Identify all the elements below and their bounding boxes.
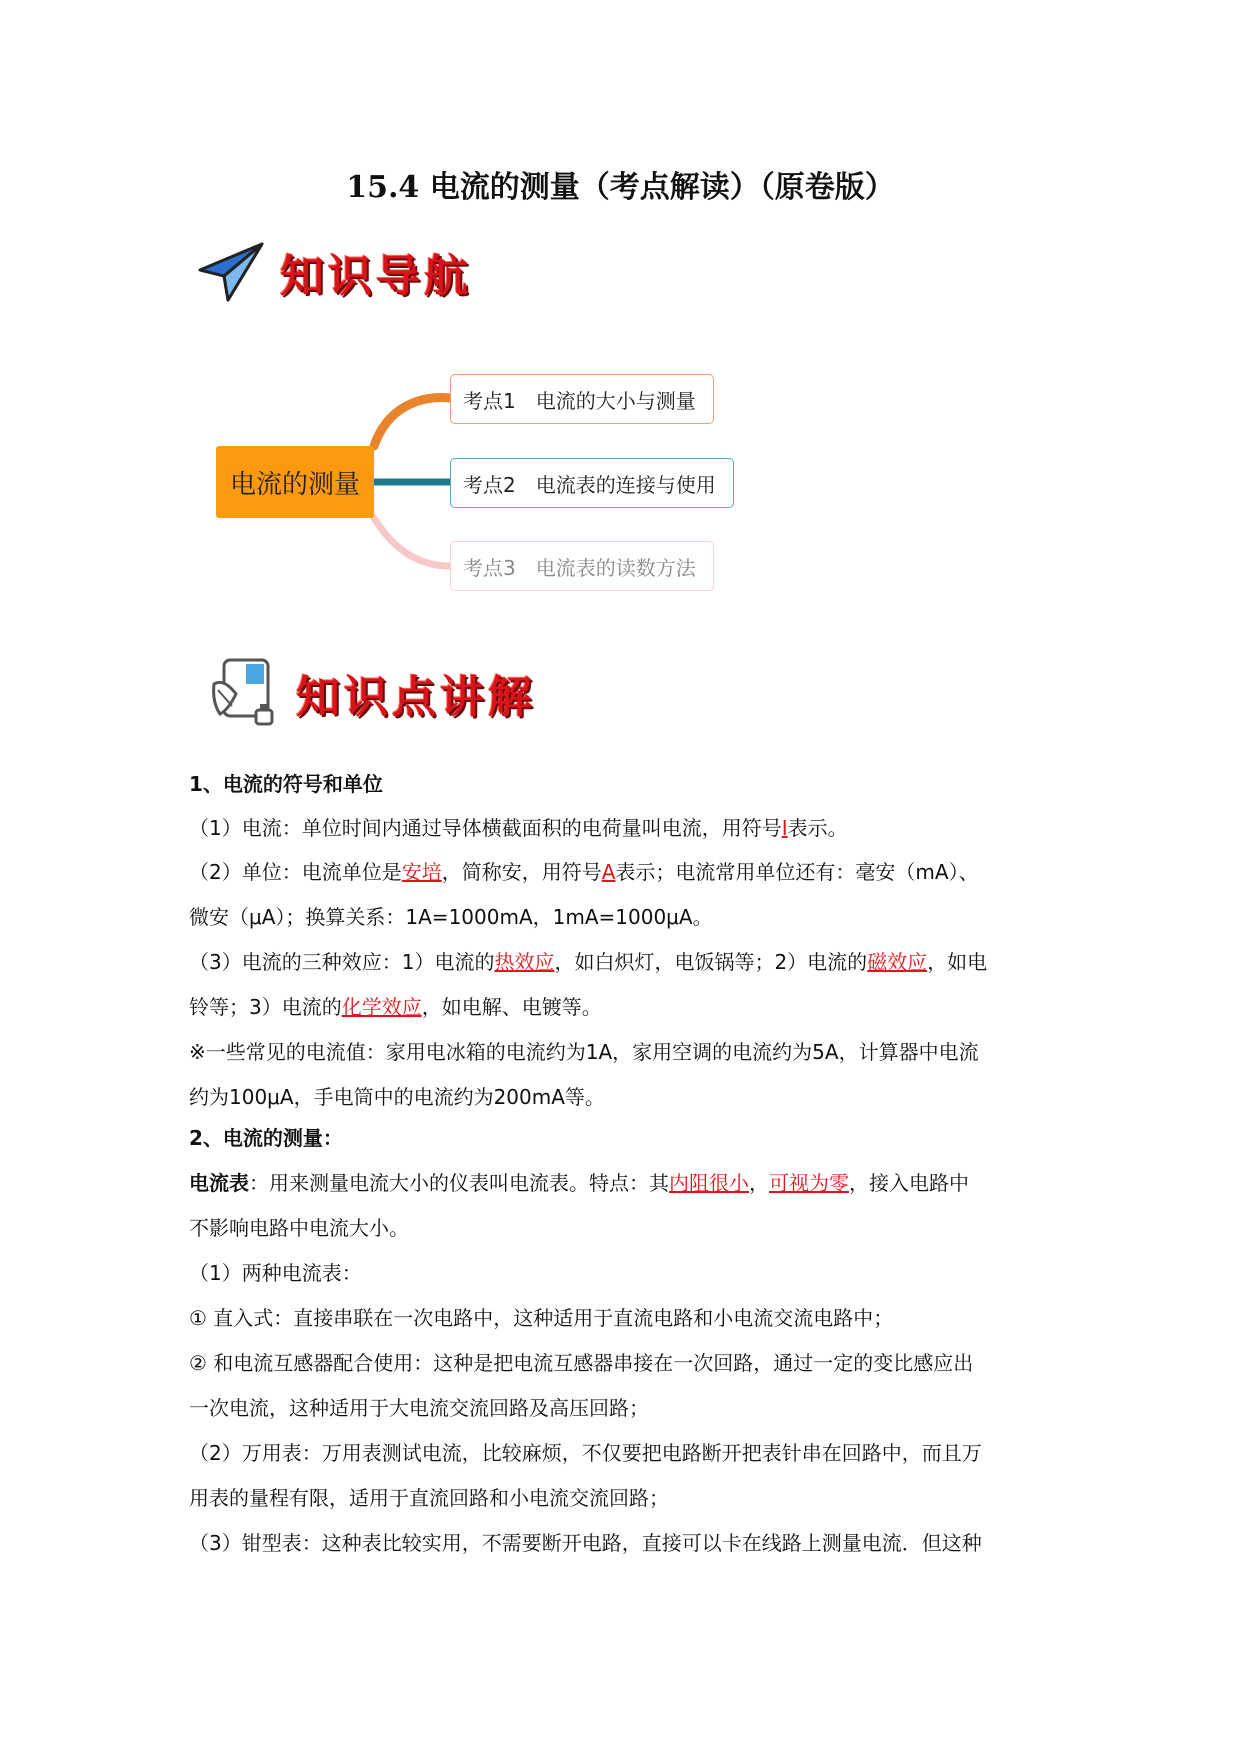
nav-banner-title: 知识导航 <box>280 251 472 302</box>
text: ， <box>749 1171 769 1195</box>
lecture-banner-title: 知识点讲解 <box>296 672 536 723</box>
text: ：用来测量电流大小的仪表叫电流表。特点：其 <box>249 1171 669 1195</box>
highlight: 可视为零 <box>769 1171 849 1195</box>
highlight: 化学效应 <box>341 995 422 1019</box>
paragraph: （2）万用表：万用表测试电流，比较麻烦，不仅要把电路断开把表针串在回路中，而且万 <box>189 1441 982 1465</box>
text: （2）单位：电流单位是 <box>189 860 402 884</box>
text: ，接入电路中 <box>849 1171 969 1195</box>
paragraph: 不影响电路中电流大小。 <box>189 1216 409 1240</box>
paragraph: 一次电流，这种适用于大电流交流回路及高压回路； <box>189 1396 649 1420</box>
text: ，如电 <box>927 950 988 974</box>
paragraph: （3）钳型表：这种表比较实用，不需要断开电路，直接可以卡在线路上测量电流．但这种 <box>189 1531 982 1555</box>
highlight: 内阻很小 <box>669 1171 749 1195</box>
paragraph: ① 直入式：直接串联在一次电路中，这种适用于直流电路和小电流交流电路中； <box>189 1306 894 1330</box>
mindmap-branch-3 <box>450 541 714 591</box>
text: ，如电解、电镀等。 <box>421 995 602 1019</box>
paragraph <box>189 816 848 840</box>
text: 表示。 <box>787 816 848 840</box>
paper-plane-icon <box>198 240 266 304</box>
paragraph: ② 和电流互感器配合使用：这种是把电流互感器串接在一次回路，通过一定的变比感应出 <box>189 1351 974 1375</box>
paragraph <box>189 995 602 1019</box>
text: 铃等；3）电流的 <box>189 995 342 1019</box>
section-1-heading: 1、电流的符号和单位 <box>189 772 383 796</box>
text: ，简称安，用符号 <box>441 860 602 884</box>
highlight: I <box>781 816 788 840</box>
highlight: 安培 <box>401 860 442 884</box>
text: （3）电流的三种效应：1）电流的 <box>189 950 495 974</box>
branch-key: 考点3 <box>463 555 516 580</box>
highlight: 磁效应 <box>867 950 928 974</box>
branch-key: 考点2 <box>463 472 516 497</box>
page-title: 15.4 电流的测量（考点解读）（原卷版） <box>346 170 895 205</box>
mindmap-branch-2 <box>450 458 734 508</box>
section-2-heading: 2、电流的测量： <box>189 1126 343 1150</box>
highlight: 热效应 <box>494 950 555 974</box>
paragraph: （1）两种电流表： <box>189 1261 362 1285</box>
mindmap-branch-1 <box>450 374 714 424</box>
paragraph <box>189 860 979 884</box>
scroll-quill-icon <box>206 654 284 732</box>
paragraph: 微安（μA）；换算关系：1A=1000mA，1mA=1000μA。 <box>189 905 713 929</box>
note: 约为100μA，手电筒中的电流约为200mA等。 <box>189 1085 605 1109</box>
branch-label: 电流表的读数方法 <box>535 555 696 580</box>
paragraph: 用表的量程有限，适用于直流回路和小电流交流回路； <box>189 1486 669 1510</box>
highlight: A <box>601 860 616 884</box>
branch-label: 电流表的连接与使用 <box>535 472 716 497</box>
term: 电流表 <box>189 1171 249 1195</box>
text: ，如白炽灯，电饭锅等；2）电流的 <box>554 950 868 974</box>
branch-key: 考点1 <box>463 388 516 413</box>
paragraph <box>189 950 987 974</box>
paragraph <box>189 1171 969 1195</box>
mindmap-center-node: 电流的测量 <box>216 446 374 518</box>
text: 表示；电流常用单位还有：毫安（mA）、 <box>615 860 979 884</box>
nav-banner <box>198 240 472 304</box>
text: （1）电流：单位时间内通过导体横截面积的电荷量叫电流，用符号 <box>189 816 782 840</box>
lecture-banner <box>206 654 536 732</box>
branch-label: 电流的大小与测量 <box>535 388 696 413</box>
note: ※一些常见的电流值：家用电冰箱的电流约为1A，家用空调的电流约为5A，计算器中电流 <box>189 1040 979 1064</box>
